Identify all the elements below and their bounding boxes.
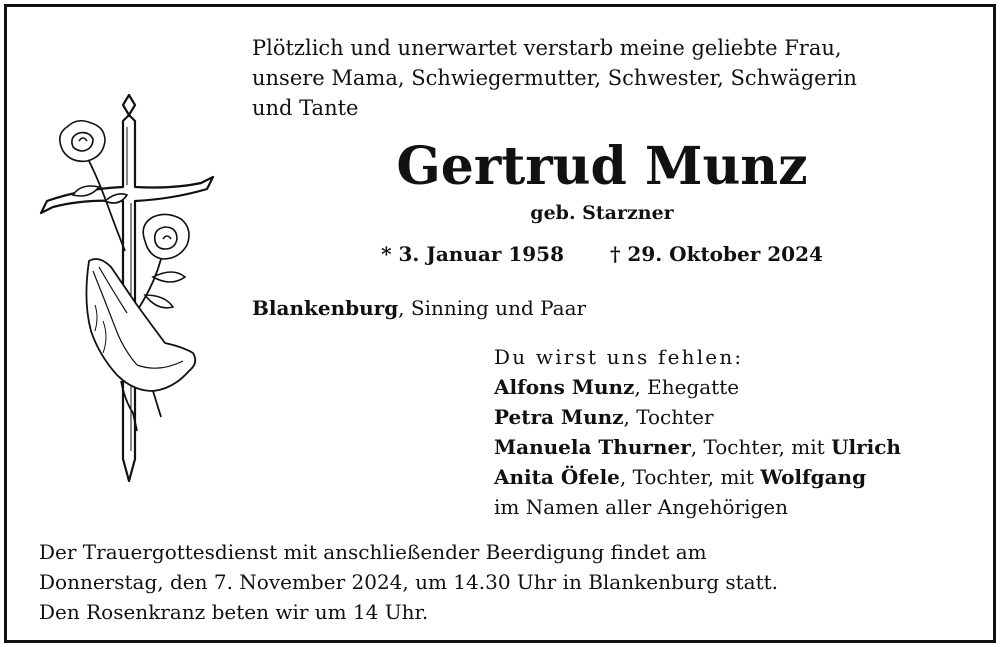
intro-text: [252, 33, 972, 123]
mourner-name: Anita Öfele: [494, 465, 620, 489]
praying-hands-icon: [86, 259, 195, 431]
mourner-relation: , Tochter, mit: [690, 435, 832, 459]
emblem: [33, 91, 225, 483]
obituary-notice: [4, 4, 996, 643]
mourner-name: Petra Munz: [494, 405, 624, 429]
mourner-relation: , Tochter, mit: [619, 465, 761, 489]
place-line: [252, 295, 586, 321]
service-line: Der Trauergottesdienst mit anschließender Beerdigung findet am: [39, 540, 707, 564]
service-line: Den Rosenkranz beten wir um 14 Uhr.: [39, 600, 429, 624]
mourner-name: Manuela Thurner: [494, 435, 691, 459]
intro-line: Plötzlich und unerwartet verstarb meine geliebte Frau,: [252, 36, 842, 60]
place-rest: , Sinning und Paar: [398, 296, 587, 320]
intro-line: und Tante: [252, 96, 359, 120]
mourner-relation: , Tochter: [623, 405, 714, 429]
mourner-relation: , Ehegatte: [634, 375, 740, 399]
service-info: [39, 537, 959, 627]
death-date: † 29. Oktober 2024: [609, 242, 823, 266]
rose-icon: [60, 121, 127, 251]
mourners-closing: im Namen aller Angehörigen: [494, 495, 789, 519]
mourner-line: [494, 462, 901, 492]
intro-line: unsere Mama, Schwiegermutter, Schwester, Schwägerin: [252, 66, 857, 90]
place-main: Blankenburg: [252, 296, 399, 320]
birth-date: * 3. Januar 1958: [381, 242, 564, 266]
mourner-line: [494, 402, 901, 432]
mourner-name: Alfons Munz: [494, 375, 635, 399]
mourner-partner: Ulrich: [831, 435, 901, 459]
mourner-partner: Wolfgang: [760, 465, 867, 489]
service-line: Donnerstag, den 7. November 2024, um 14.30 Uhr in Blankenburg statt.: [39, 570, 779, 594]
mourner-line: [494, 432, 901, 462]
mourner-line: [494, 372, 901, 402]
maiden-name: geb. Starzner: [530, 202, 674, 224]
mourners-block: [494, 342, 901, 522]
mourners-lead: Du wirst uns fehlen:: [494, 345, 744, 369]
deceased-name: Gertrud Munz: [396, 136, 808, 197]
life-dates: [252, 241, 952, 267]
